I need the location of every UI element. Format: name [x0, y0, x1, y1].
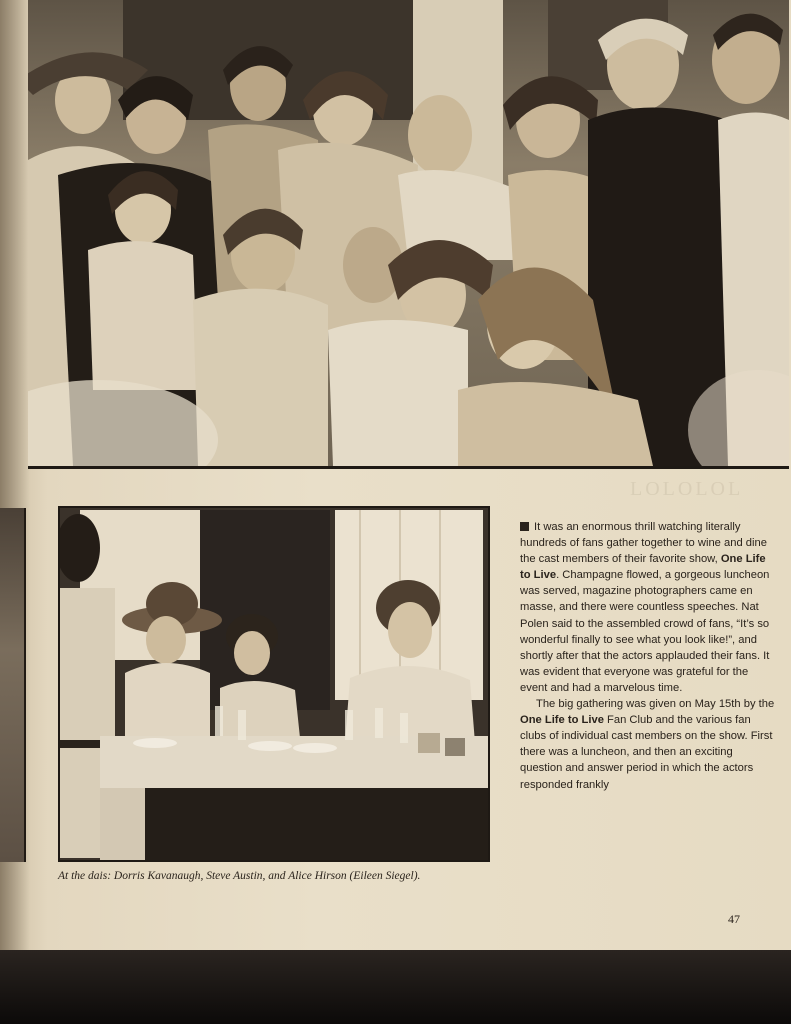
dais-photo-image — [60, 508, 488, 860]
bleed-through-text: LOLOLOL — [630, 478, 744, 500]
article-paragraph-1-text: It was an enormous thrill watching literally hundreds of fans gather together to wine and dine the cast members of their favorite show, One Life to Live. Champagne flowed, a gorgeous luncheon was served, magazine photographers came en masse, and there were countless speeches. Nat Polen said to the assembled crowd of fans, “It’s so wonderful finally to see what you look like!”, and shortly after that the actors applauded their fans. It was evident that everyone was grateful for the event and had a marvelous time. — [520, 521, 770, 694]
scan-background — [0, 950, 791, 1024]
group-photo — [28, 0, 789, 469]
adjacent-page-photo-edge — [0, 508, 26, 862]
article-paragraph-2: The big gathering was given on May 15th by the One Life to Live Fan Club and the various fan clubs of individual cast members on the show. First there was a luncheon, and then an exciting question and answer period in which the actors responded frankly — [520, 698, 775, 791]
photo-caption: At the dais: Dorris Kavanaugh, Steve Austin, and Alice Hirson (Eileen Siegel). — [58, 870, 421, 882]
article-body — [520, 519, 778, 793]
bullet-square-icon — [520, 522, 529, 531]
dais-photo — [58, 506, 490, 862]
group-photo-image — [28, 0, 789, 466]
article-paragraph-1 — [520, 519, 778, 696]
page-number: 47 — [728, 912, 740, 926]
